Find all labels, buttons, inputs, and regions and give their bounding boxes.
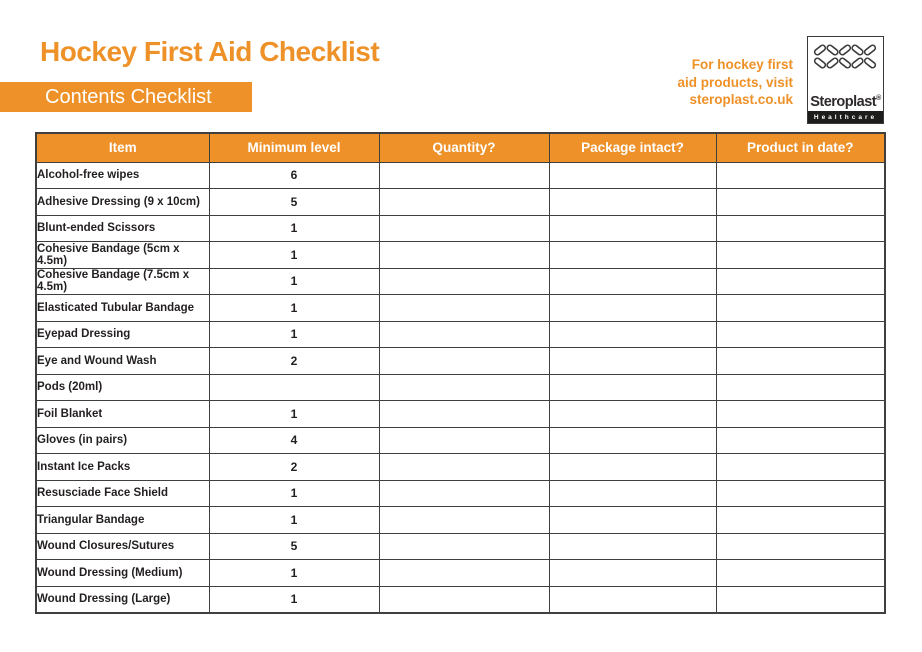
page-title: Hockey First Aid Checklist: [40, 36, 380, 67]
item-name-cell: Eyepad Dressing: [36, 321, 209, 348]
minimum-level-cell: 1: [209, 586, 379, 613]
product-in-date-fill-in-cell: [716, 427, 885, 454]
item-name-cell: Adhesive Dressing (9 x 10cm): [36, 189, 209, 216]
column-header-product-in-date: Product in date?: [716, 133, 885, 162]
item-name-cell: Instant Ice Packs: [36, 454, 209, 481]
table-row: [36, 295, 885, 322]
quantity-fill-in-cell: [379, 215, 549, 242]
table-row: [36, 427, 885, 454]
package-intact-fill-in-cell: [549, 507, 716, 534]
product-in-date-fill-in-cell: [716, 560, 885, 587]
table-row: [36, 454, 885, 481]
package-intact-fill-in-cell: [549, 268, 716, 295]
quantity-fill-in-cell: [379, 560, 549, 587]
registered-mark: ®: [876, 95, 881, 102]
minimum-level-cell: 6: [209, 162, 379, 189]
column-header-minimum-level: Minimum level: [209, 133, 379, 162]
table-row: [36, 348, 885, 375]
quantity-fill-in-cell: [379, 401, 549, 428]
quantity-fill-in-cell: [379, 189, 549, 216]
checklist-table-body: [36, 162, 885, 613]
column-header-item: Item: [36, 133, 209, 162]
table-row: [36, 215, 885, 242]
item-name-cell: Wound Closures/Sutures: [36, 533, 209, 560]
item-name-cell: Cohesive Bandage (7.5cm x 4.5m): [36, 268, 209, 295]
quantity-fill-in-cell: [379, 427, 549, 454]
table-row: [36, 242, 885, 269]
table-header-row: [36, 133, 885, 162]
table-row: [36, 586, 885, 613]
logo-brand-text: Steroplast: [810, 94, 877, 110]
minimum-level-cell: 1: [209, 321, 379, 348]
product-in-date-fill-in-cell: [716, 189, 885, 216]
quantity-fill-in-cell: [379, 348, 549, 375]
promo-url: steroplast.co.uk: [689, 92, 793, 107]
quantity-fill-in-cell: [379, 454, 549, 481]
product-in-date-fill-in-cell: [716, 401, 885, 428]
package-intact-fill-in-cell: [549, 560, 716, 587]
minimum-level-cell: 1: [209, 268, 379, 295]
minimum-level-cell: 1: [209, 507, 379, 534]
package-intact-fill-in-cell: [549, 242, 716, 269]
checklist-table: [35, 132, 886, 614]
item-name-cell: Triangular Bandage: [36, 507, 209, 534]
table-row: [36, 507, 885, 534]
package-intact-fill-in-cell: [549, 215, 716, 242]
package-intact-fill-in-cell: [549, 162, 716, 189]
table-row: [36, 533, 885, 560]
package-intact-fill-in-cell: [549, 427, 716, 454]
column-header-package-intact: Package intact?: [549, 133, 716, 162]
column-header-quantity: Quantity?: [379, 133, 549, 162]
product-in-date-fill-in-cell: [716, 533, 885, 560]
package-intact-fill-in-cell: [549, 321, 716, 348]
quantity-fill-in-cell: [379, 268, 549, 295]
minimum-level-cell: 5: [209, 533, 379, 560]
minimum-level-cell: 1: [209, 295, 379, 322]
minimum-level-cell: 4: [209, 427, 379, 454]
minimum-level-cell: 1: [209, 480, 379, 507]
promo-text: [677, 56, 793, 109]
minimum-level-cell: 2: [209, 348, 379, 375]
item-name-cell: Elasticated Tubular Bandage: [36, 295, 209, 322]
item-name-cell: Wound Dressing (Large): [36, 586, 209, 613]
product-in-date-fill-in-cell: [716, 507, 885, 534]
quantity-fill-in-cell: [379, 586, 549, 613]
item-name-cell: Eye and Wound Wash: [36, 348, 209, 375]
product-in-date-fill-in-cell: [716, 295, 885, 322]
product-in-date-fill-in-cell: [716, 374, 885, 401]
package-intact-fill-in-cell: [549, 295, 716, 322]
table-row: [36, 268, 885, 295]
table-row: [36, 374, 885, 401]
table-row: [36, 560, 885, 587]
logo-tagline: Healthcare: [808, 111, 883, 123]
quantity-fill-in-cell: [379, 480, 549, 507]
quantity-fill-in-cell: [379, 374, 549, 401]
product-in-date-fill-in-cell: [716, 480, 885, 507]
package-intact-fill-in-cell: [549, 480, 716, 507]
pills-icon: [812, 42, 878, 72]
product-in-date-fill-in-cell: [716, 242, 885, 269]
product-in-date-fill-in-cell: [716, 162, 885, 189]
item-name-cell: Gloves (in pairs): [36, 427, 209, 454]
item-name-cell: Blunt-ended Scissors: [36, 215, 209, 242]
package-intact-fill-in-cell: [549, 586, 716, 613]
package-intact-fill-in-cell: [549, 189, 716, 216]
promo-line-2: aid products, visit: [677, 74, 793, 90]
minimum-level-cell: 5: [209, 189, 379, 216]
package-intact-fill-in-cell: [549, 374, 716, 401]
minimum-level-cell: 1: [209, 215, 379, 242]
minimum-level-cell: 1: [209, 242, 379, 269]
table-row: [36, 401, 885, 428]
item-name-cell: Cohesive Bandage (5cm x 4.5m): [36, 242, 209, 269]
package-intact-fill-in-cell: [549, 348, 716, 375]
product-in-date-fill-in-cell: [716, 348, 885, 375]
section-banner: [0, 82, 252, 112]
item-name-cell: Resusciade Face Shield: [36, 480, 209, 507]
item-name-cell: Wound Dressing (Medium): [36, 560, 209, 587]
quantity-fill-in-cell: [379, 507, 549, 534]
table-row: [36, 189, 885, 216]
item-name-cell: Pods (20ml): [36, 374, 209, 401]
quantity-fill-in-cell: [379, 533, 549, 560]
table-row: [36, 321, 885, 348]
table-row: [36, 162, 885, 189]
table-row: [36, 480, 885, 507]
section-banner-label: Contents Checklist: [45, 85, 212, 108]
minimum-level-cell: [209, 374, 379, 401]
quantity-fill-in-cell: [379, 162, 549, 189]
minimum-level-cell: 2: [209, 454, 379, 481]
steroplast-logo: [807, 36, 884, 124]
package-intact-fill-in-cell: [549, 533, 716, 560]
package-intact-fill-in-cell: [549, 401, 716, 428]
product-in-date-fill-in-cell: [716, 454, 885, 481]
item-name-cell: Foil Blanket: [36, 401, 209, 428]
package-intact-fill-in-cell: [549, 454, 716, 481]
product-in-date-fill-in-cell: [716, 268, 885, 295]
quantity-fill-in-cell: [379, 242, 549, 269]
promo-line-1: For hockey first: [691, 57, 793, 72]
logo-brand: [808, 94, 883, 110]
product-in-date-fill-in-cell: [716, 586, 885, 613]
product-in-date-fill-in-cell: [716, 215, 885, 242]
minimum-level-cell: 1: [209, 401, 379, 428]
minimum-level-cell: 1: [209, 560, 379, 587]
item-name-cell: Alcohol-free wipes: [36, 162, 209, 189]
product-in-date-fill-in-cell: [716, 321, 885, 348]
quantity-fill-in-cell: [379, 321, 549, 348]
quantity-fill-in-cell: [379, 295, 549, 322]
